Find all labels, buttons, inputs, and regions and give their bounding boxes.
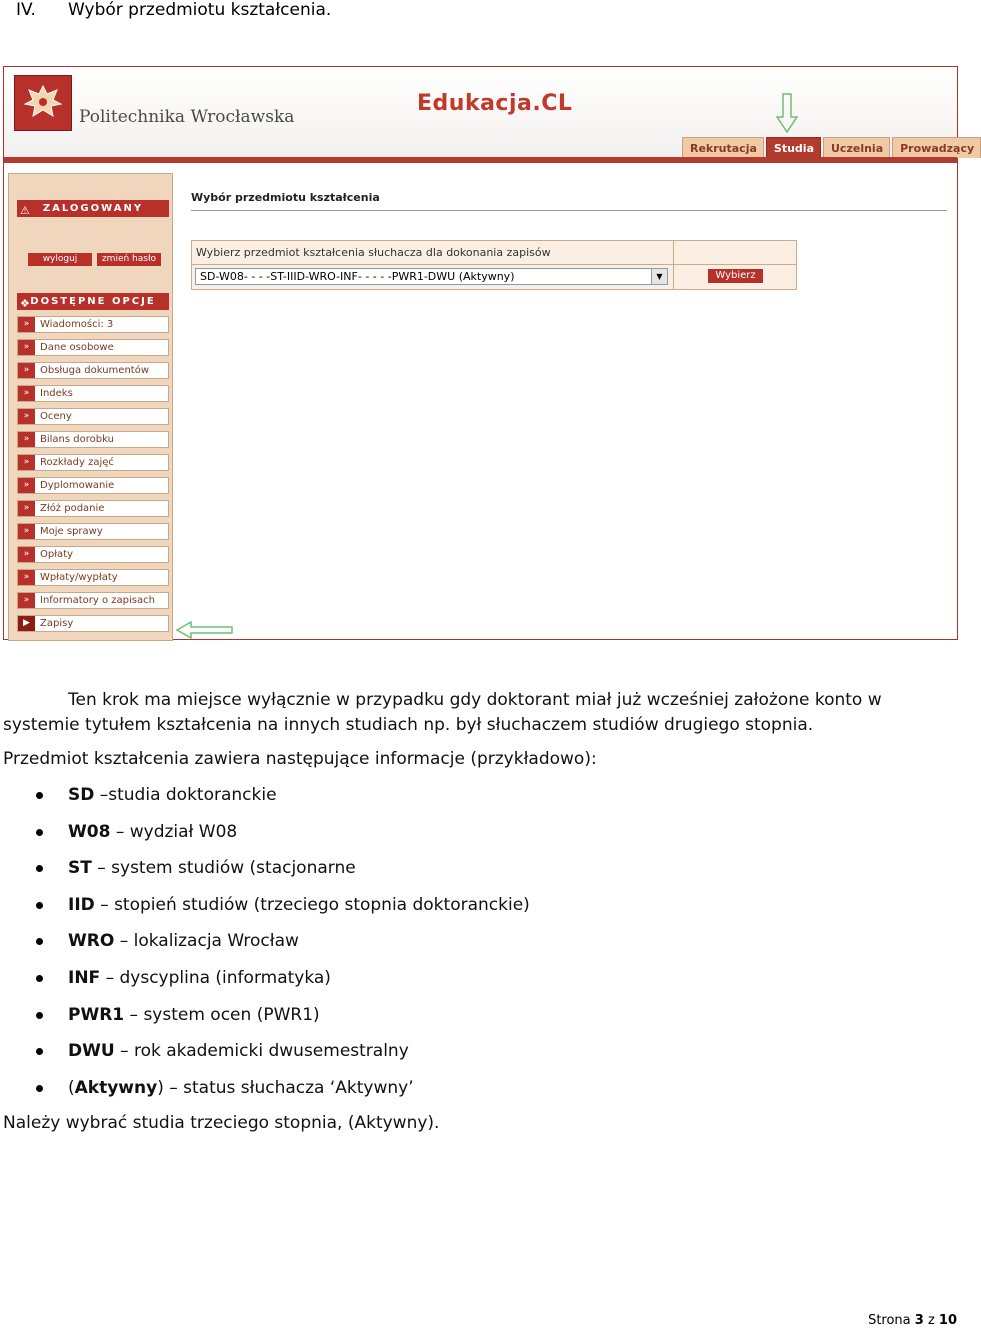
chevron-right-icon: »: [18, 524, 35, 539]
sidebar-item-bilans-dorobku[interactable]: » Bilans dorobku: [17, 431, 169, 448]
sidebar-item-wplaty-wyplaty[interactable]: » Wpłaty/wypłaty: [17, 569, 169, 586]
chevron-right-icon: »: [18, 455, 35, 470]
sidebar-item-zloz-podanie[interactable]: » Złóż podanie: [17, 500, 169, 517]
change-password-button[interactable]: zmień hasło: [97, 253, 161, 266]
choose-button[interactable]: Wybierz: [708, 269, 763, 283]
page-number: Strona 3 z 10: [868, 1313, 957, 1328]
sidebar-item-obsluga-dokumentow[interactable]: » Obsługa dokumentów: [17, 362, 169, 379]
portal-header: [4, 67, 975, 163]
eagle-icon: [21, 82, 65, 124]
sidebar-item-dyplomowanie[interactable]: » Dyplomowanie: [17, 477, 169, 494]
sidebar-item-indeks[interactable]: » Indeks: [17, 385, 169, 402]
down-arrow-icon: [776, 93, 798, 133]
tab-prowadzacy[interactable]: Prowadzący: [892, 137, 981, 158]
list-item: PWR1 – system ocen (PWR1): [0, 1003, 950, 1040]
panel-divider-v: [673, 241, 674, 289]
chevron-right-icon: »: [18, 593, 35, 608]
chevron-right-icon: »: [18, 409, 35, 424]
chevron-right-icon: »: [18, 340, 35, 355]
section-number: IV.: [16, 0, 36, 20]
chevron-right-icon: »: [18, 317, 35, 332]
paragraph-intro: Ten krok ma miejsce wyłącznie w przypadku gdy doktorant miał już wcześniej założone konto w systemie tytułem kształcenia na innych studiach np. był słuchaczem studiów drugiego stopnia.: [3, 690, 882, 735]
paragraph-instruction: Należy wybrać studia trzeciego stopnia, (Aktywny).: [3, 1113, 440, 1133]
list-item: SD –studia doktoranckie: [0, 783, 950, 820]
tab-uczelnia[interactable]: Uczelnia: [823, 137, 890, 158]
tab-rekrutacja[interactable]: Rekrutacja: [682, 137, 764, 158]
top-tabs: [682, 137, 981, 157]
chevron-right-icon: »: [18, 547, 35, 562]
logged-in-header: ⚠ ZALOGOWANY: [17, 200, 169, 217]
list-item: DWU – rok akademicki dwusemestralny: [0, 1039, 950, 1076]
list-item: W08 – wydział W08: [0, 820, 950, 857]
content-title: Wybór przedmiotu kształcenia: [191, 191, 947, 211]
chevron-down-icon[interactable]: ▼: [651, 269, 667, 284]
sidebar-item-oplaty[interactable]: » Opłaty: [17, 546, 169, 563]
sidebar-menu: [17, 316, 169, 638]
tab-studia[interactable]: Studia: [766, 137, 821, 158]
chevron-right-icon: »: [18, 501, 35, 516]
chevron-right-icon: »: [18, 478, 35, 493]
list-item: IID – stopień studiów (trzeciego stopnia doktoranckie): [0, 893, 950, 930]
section-heading: [16, 0, 331, 20]
options-icon: ❖: [20, 297, 30, 310]
main-content: [191, 191, 951, 283]
list-item: WRO – lokalizacja Wrocław: [0, 929, 950, 966]
sidebar-item-dane-osobowe[interactable]: » Dane osobowe: [17, 339, 169, 356]
university-logo: [14, 75, 72, 131]
header-divider: [4, 157, 957, 163]
sidebar: [8, 173, 173, 641]
study-select[interactable]: [195, 268, 668, 285]
study-select-value: SD-W08- - - -ST-IIID-WRO-INF- - - - -PWR1-DWU (Aktywny): [200, 270, 515, 283]
logout-button[interactable]: wyloguj: [28, 253, 92, 266]
brand-name: Edukacja.CL: [417, 91, 573, 116]
embedded-screenshot: [3, 66, 975, 640]
sidebar-item-oceny[interactable]: » Oceny: [17, 408, 169, 425]
panel-divider-h: [192, 264, 796, 265]
warning-icon: ⚠: [20, 204, 30, 217]
play-icon: ▶: [18, 616, 35, 631]
list-item: (Aktywny) – status słuchacza ‘Aktywny’: [0, 1076, 950, 1113]
chevron-right-icon: »: [18, 363, 35, 378]
university-name: Politechnika Wrocławska: [79, 107, 295, 127]
sidebar-item-informatory[interactable]: » Informatory o zapisach: [17, 592, 169, 609]
paragraph-info: Przedmiot kształcenia zawiera następujące informacje (przykładowo):: [3, 749, 597, 769]
chevron-right-icon: »: [18, 386, 35, 401]
left-arrow-icon: [176, 621, 234, 639]
list-item: ST – system studiów (stacjonarne: [0, 856, 950, 893]
sidebar-item-wiadomosci[interactable]: » Wiadomości: 3: [17, 316, 169, 333]
sidebar-item-zapisy[interactable]: ▶ Zapisy: [17, 615, 169, 632]
section-title: Wybór przedmiotu kształcenia.: [68, 0, 332, 20]
selection-panel: [191, 240, 797, 290]
panel-label: Wybierz przedmiot kształcenia słuchacza dla dokonania zapisów: [196, 246, 551, 259]
chevron-right-icon: »: [18, 570, 35, 585]
list-item: INF – dyscyplina (informatyka): [0, 966, 950, 1003]
options-header: ❖ DOSTĘPNE OPCJE: [17, 293, 169, 310]
chevron-right-icon: »: [18, 432, 35, 447]
code-list: [0, 783, 950, 1112]
sidebar-item-rozklady-zajec[interactable]: » Rozkłady zajęć: [17, 454, 169, 471]
sidebar-item-moje-sprawy[interactable]: » Moje sprawy: [17, 523, 169, 540]
